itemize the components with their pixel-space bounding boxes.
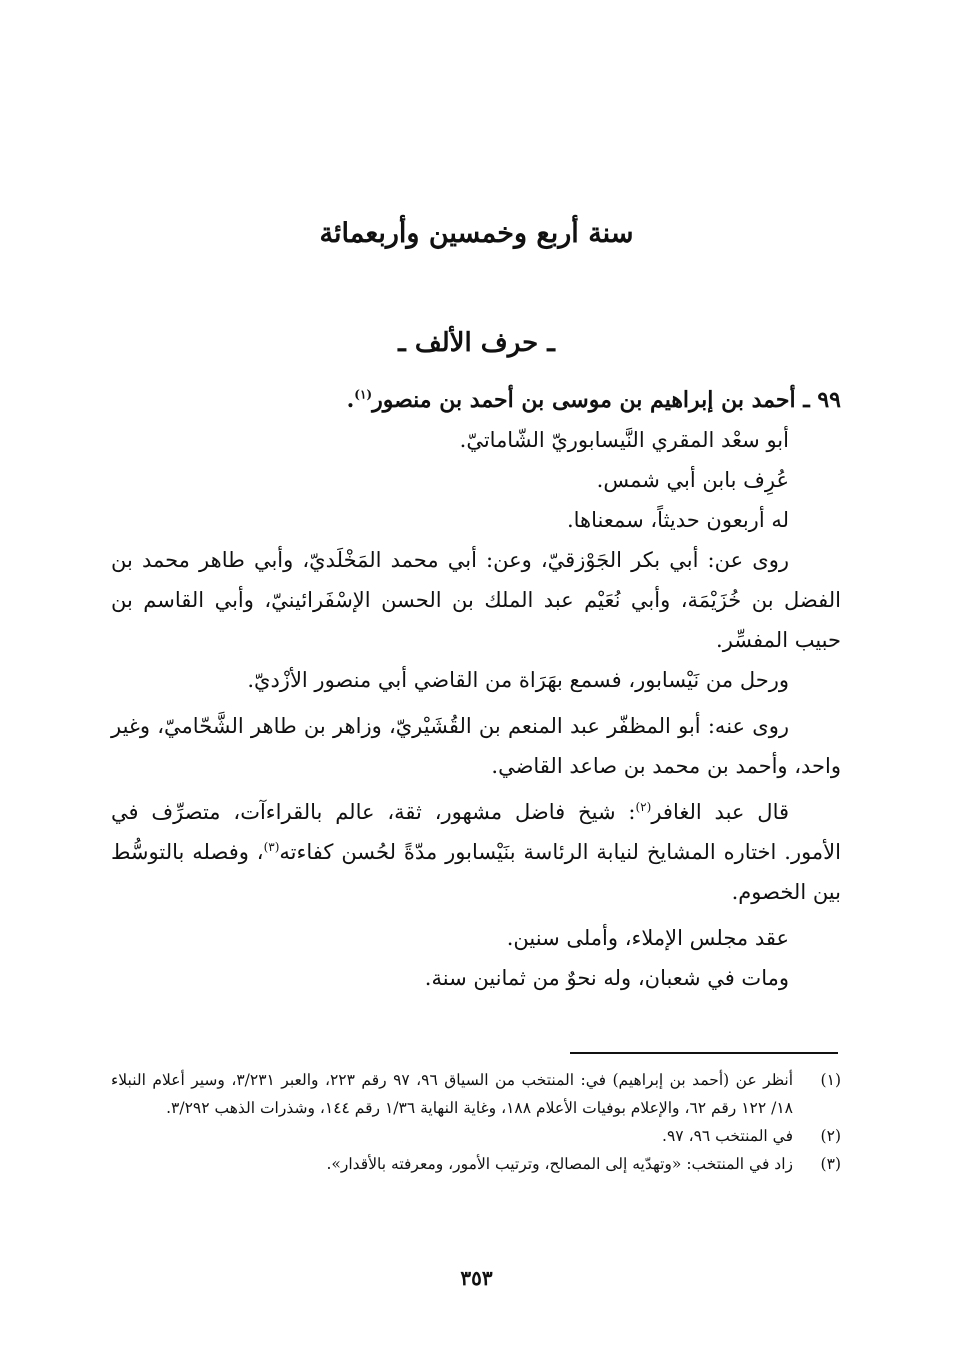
quote-part-2: : شيخ فاضل مشهور، ثقة، عالم بالقراءآت، متصرِّف في الأمور. اختاره المشايخ لنيابة الرئاسة بنَيْسابور مدّةً لحُسن كفاءته [111, 800, 841, 864]
entry-narrated-by: روى عنه: أبو المظفّر عبد المنعم بن القُشَيْريّ، وزاهر بن طاهر الشَّحّاميّ، وغير واحد، وأحمد بن محمد بن صاعد القاضي. [111, 714, 841, 778]
entry-arbaun: له أربعون حديثاً، سمعناها. [566, 508, 789, 532]
entry-heading-end: . [346, 387, 355, 413]
entry-death: ومات في شعبان، وله نحوٌ من ثمانين سنة. [424, 966, 789, 990]
entry-heading-text: ٩٩ ـ أحمد بن إبراهيم بن موسى بن أحمد بن منصور [372, 387, 841, 413]
entry-kunya: أبو سعْد المقري النَّيسابوريّ الشّاماتيّ. [459, 428, 789, 452]
quote-part-3: ، وفصله بالتوسُّط بين الخصوم. [111, 840, 841, 904]
entry-imla: عقد مجلس الإملاء، وأملى سنين. [506, 926, 789, 950]
quote-part-1: قال عبد الغافر [651, 800, 790, 824]
footnote-ref-3: (٣) [263, 840, 280, 854]
footnote-text: أنظر عن (أحمد بن إبراهيم) في: المنتخب من السياق ٩٦، ٩٧ رقم ٢٢٣، والعبر ٣/٢٣١، وسير أعلام النبلاء ١٨/ ١٢٢ رقم ٦٢، والإعلام بوفيات الأعلام ١٨٨، وغاية النهاية ١/٣٦ رقم ١٤٤، وشذرات الذهب ٣/٢٩٢. [111, 1071, 794, 1117]
footnote-number: (١) [820, 1071, 841, 1089]
page-number: ٣٥٣ [460, 1266, 493, 1290]
biography-entry [111, 380, 841, 998]
footnote-number: (٣) [820, 1155, 841, 1173]
year-title: سنة أربع وخمسين وأربعمائة [319, 218, 634, 249]
footnote-divider [570, 1052, 838, 1054]
footnote-text: في المنتخب ٩٦، ٩٧. [662, 1127, 793, 1145]
entry-heading [111, 380, 841, 420]
footnote-2 [111, 1122, 841, 1150]
entry-travel: ورحل من نَيْسابور، فسمع بهَرَاة من القاضي أبي منصور الأزْديّ. [247, 668, 789, 692]
footnote-1 [111, 1066, 841, 1122]
section-title: ـ حرف الألف ـ [398, 328, 555, 358]
footnotes [111, 1066, 841, 1178]
footnote-ref-1: (١) [354, 387, 373, 402]
footnote-3 [111, 1150, 841, 1178]
footnote-ref-2: (٢) [635, 800, 652, 814]
footnote-text: زاد في المنتخب: «وتهدّيه إلى المصالح، وترتيب الأمور، ومعرفته بالأقدار». [326, 1155, 793, 1173]
entry-quote [111, 792, 841, 912]
entry-known-as: عُرِف بابن أبي شمس. [596, 468, 789, 492]
footnote-number: (٢) [820, 1127, 841, 1145]
entry-narrated-from: روى عن: أبي بكر الجَوْزقيّ، وعن: أبي محمد المَخْلَديّ، وأبي طاهر محمد بن الفضل بن خُزَيْمَة، وأبي نُعَيْم عبد الملك بن الحسن الإسْفَرائينيّ، وأبي القاسم بن حبيب المفسِّر. [111, 548, 841, 652]
